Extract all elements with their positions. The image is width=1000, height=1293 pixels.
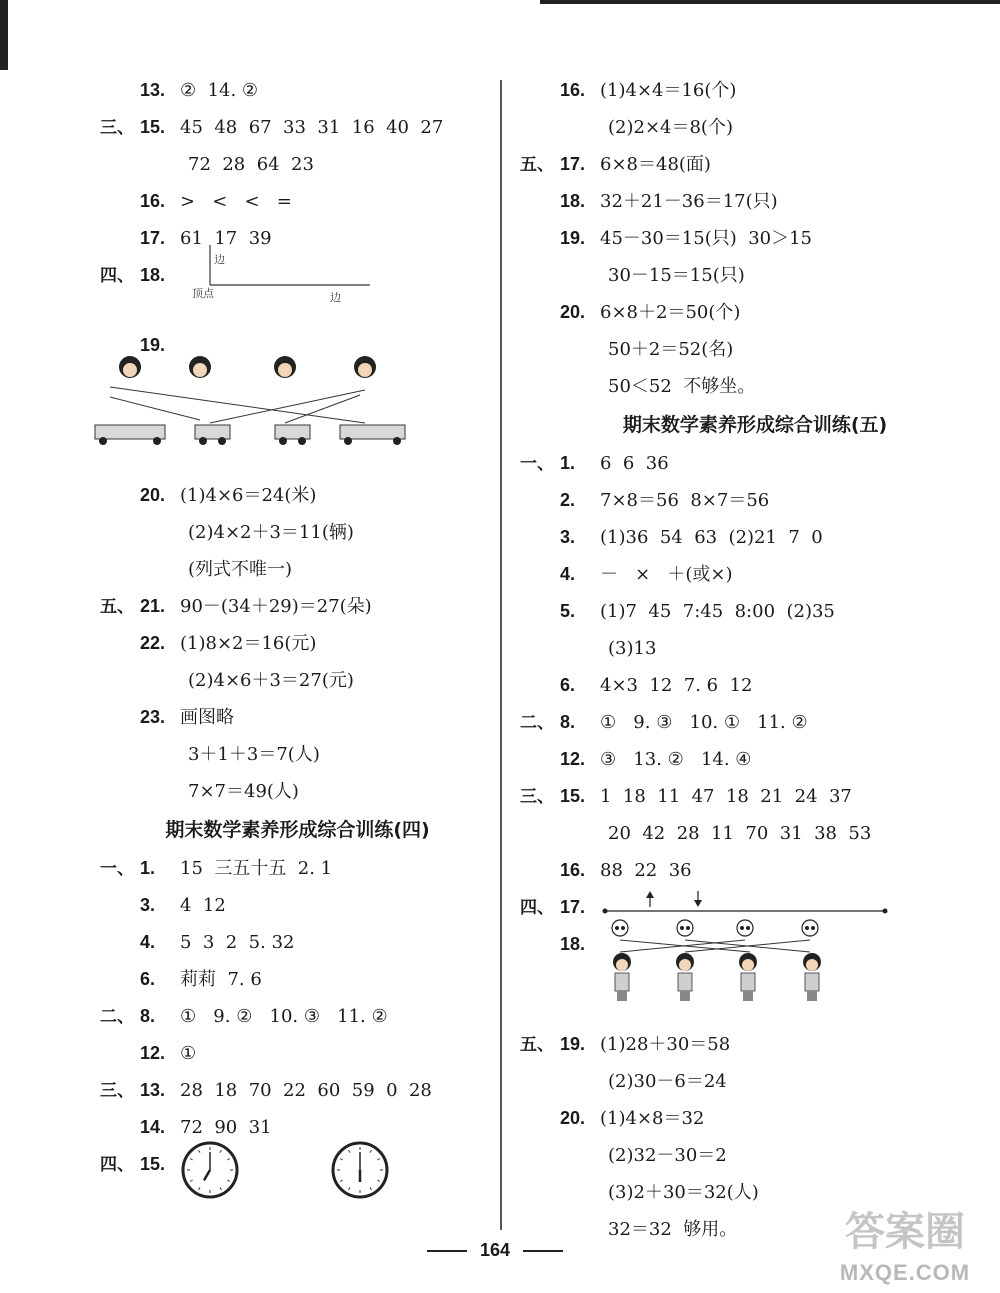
angle-label-edge-bottom: 边 bbox=[330, 291, 341, 304]
question-number: 20. bbox=[560, 1108, 586, 1128]
pandas-matching-figure bbox=[600, 918, 830, 1008]
answer-text: 4 12 bbox=[180, 895, 226, 916]
panda-eye-left-3 bbox=[740, 926, 744, 930]
answer-text: 45－30＝15(只) 30＞15 bbox=[600, 228, 813, 249]
answer-line bbox=[520, 72, 990, 109]
answer-text: 88 22 36 bbox=[600, 860, 692, 881]
question-number: 16. bbox=[560, 860, 586, 880]
left-column bbox=[100, 72, 495, 1206]
answer-line bbox=[520, 146, 990, 183]
angle-label-edge-top: 边 bbox=[214, 253, 225, 266]
answer-text: > < < = bbox=[180, 191, 292, 212]
question-number: 17. bbox=[560, 897, 586, 917]
answer-line bbox=[100, 1146, 495, 1206]
truck-wheel-back-4 bbox=[393, 437, 401, 445]
section-marker: 三、 bbox=[520, 787, 554, 807]
truck-body-4 bbox=[340, 425, 405, 439]
truck-wheel-back-3 bbox=[298, 437, 306, 445]
section-marker: 三、 bbox=[100, 1081, 134, 1101]
page-number-footer bbox=[420, 1240, 570, 1261]
answer-text: (1)4×4＝16(个) bbox=[600, 80, 737, 101]
answer-text: (1)28＋30＝58 bbox=[600, 1034, 731, 1055]
up-arrow-head bbox=[646, 891, 654, 898]
section-marker: 四、 bbox=[100, 266, 134, 286]
section-marker: 二、 bbox=[520, 713, 554, 733]
question-number: 23. bbox=[140, 707, 166, 727]
answer-text: 90－(34＋29)＝27(朵) bbox=[180, 596, 372, 617]
answer-line bbox=[100, 773, 495, 810]
question-number: 17. bbox=[560, 154, 586, 174]
answer-text: 61 17 39 bbox=[180, 228, 272, 249]
answer-line bbox=[520, 630, 990, 667]
question-number: 19. bbox=[140, 335, 166, 355]
answer-line bbox=[100, 109, 495, 146]
answer-text: ① 9. ③ 10. ① 11. ② bbox=[600, 712, 808, 733]
answer-text: (1)36 54 63 (2)21 7 0 bbox=[600, 527, 823, 548]
answer-line bbox=[100, 72, 495, 109]
answer-text: (3)13 bbox=[608, 638, 657, 659]
panda-2 bbox=[677, 920, 693, 936]
answer-text: 72 28 64 23 bbox=[188, 154, 314, 175]
question-number: 8. bbox=[140, 1006, 156, 1026]
answer-line bbox=[100, 1072, 495, 1109]
kid-body-1 bbox=[615, 973, 629, 991]
question-number: 20. bbox=[140, 485, 166, 505]
answer-line bbox=[520, 482, 990, 519]
child-face-3 bbox=[278, 363, 292, 377]
question-number: 16. bbox=[140, 191, 166, 211]
answer-line bbox=[100, 588, 495, 625]
child-face-1 bbox=[123, 363, 137, 377]
question-number: 16. bbox=[560, 80, 586, 100]
number-line-start-dot bbox=[603, 909, 608, 914]
section-marker: 二、 bbox=[100, 1007, 134, 1027]
answer-line bbox=[520, 778, 990, 815]
section-marker: 三、 bbox=[100, 118, 134, 138]
answer-text: 72 90 31 bbox=[180, 1117, 272, 1138]
clocks-figure bbox=[180, 1140, 480, 1200]
answer-line bbox=[520, 1137, 990, 1174]
section-heading: 期末数学素养形成综合训练(四) bbox=[165, 819, 430, 841]
answer-line bbox=[100, 662, 495, 699]
question-number: 12. bbox=[560, 749, 586, 769]
panda-eye-right-2 bbox=[686, 926, 690, 930]
question-number: 13. bbox=[140, 80, 166, 100]
panda-eye-right-4 bbox=[811, 926, 815, 930]
child-face-2 bbox=[193, 363, 207, 377]
answer-line bbox=[520, 1063, 990, 1100]
answer-text: 15 三五十五 2. 1 bbox=[180, 858, 333, 879]
question-number: 19. bbox=[560, 1034, 586, 1054]
question-number: 3. bbox=[140, 895, 156, 915]
answer-text: 32＝32 够用。 bbox=[608, 1219, 738, 1240]
section-marker: 五、 bbox=[520, 155, 554, 175]
answer-line bbox=[520, 741, 990, 778]
answer-text: 3＋1＋3＝7(人) bbox=[188, 744, 320, 765]
answer-text: ① bbox=[180, 1043, 197, 1064]
answer-line bbox=[520, 593, 990, 630]
section-marker: 五、 bbox=[100, 597, 134, 617]
kid-body-2 bbox=[678, 973, 692, 991]
answer-line bbox=[520, 257, 990, 294]
answer-text: 1 18 11 47 18 21 24 37 bbox=[600, 786, 852, 807]
kid-face-2 bbox=[679, 959, 691, 971]
section-marker: 一、 bbox=[100, 859, 134, 879]
answer-text: 32＋21－36＝17(只) bbox=[600, 191, 778, 212]
answer-line bbox=[520, 704, 990, 741]
question-number: 1. bbox=[140, 858, 156, 878]
question-number: 22. bbox=[140, 633, 166, 653]
answer-text: 28 18 70 22 60 59 0 28 bbox=[180, 1080, 432, 1101]
answer-line bbox=[100, 998, 495, 1035]
question-number: 13. bbox=[140, 1080, 166, 1100]
answer-line bbox=[520, 183, 990, 220]
truck-wheel-front-2 bbox=[199, 437, 207, 445]
angle-label-vertex: 顶点 bbox=[192, 287, 214, 300]
question-number: 12. bbox=[140, 1043, 166, 1063]
answer-text: (1)7 45 7:45 8:00 (2)35 bbox=[600, 601, 835, 622]
question-number: 17. bbox=[140, 228, 166, 248]
question-number: 15. bbox=[560, 786, 586, 806]
kid-legs-1 bbox=[617, 991, 627, 1001]
panda-1 bbox=[612, 920, 628, 936]
answer-line bbox=[100, 146, 495, 183]
column-divider bbox=[500, 80, 502, 1230]
kid-face-4 bbox=[806, 959, 818, 971]
answer-text: 6 6 36 bbox=[600, 453, 669, 474]
answer-text: 7×7＝49(人) bbox=[188, 781, 299, 802]
truck-body-2 bbox=[195, 425, 230, 439]
answer-text: 50＜52 不够坐。 bbox=[608, 376, 756, 397]
answer-line bbox=[100, 699, 495, 736]
panda-3 bbox=[737, 920, 753, 936]
answer-text: 6×8＋2＝50(个) bbox=[600, 302, 741, 323]
answer-line bbox=[520, 519, 990, 556]
answer-text: 30－15＝15(只) bbox=[608, 265, 745, 286]
question-number: 3. bbox=[560, 527, 576, 547]
truck-wheel-front-1 bbox=[99, 437, 107, 445]
watermark-site: MXQE.COM bbox=[839, 1260, 971, 1285]
section-marker: 一、 bbox=[520, 454, 554, 474]
kid-body-4 bbox=[805, 973, 819, 991]
question-number: 4. bbox=[560, 564, 576, 584]
kid-body-3 bbox=[741, 973, 755, 991]
panda-eye-left-2 bbox=[680, 926, 684, 930]
panda-4 bbox=[802, 920, 818, 936]
answer-line bbox=[520, 445, 990, 482]
answer-line bbox=[520, 556, 990, 593]
page-edge-mark bbox=[0, 0, 8, 70]
question-number: 1. bbox=[560, 453, 576, 473]
answer-line bbox=[520, 815, 990, 852]
answer-line bbox=[100, 514, 495, 551]
answer-text: 4×3 12 7. 6 12 bbox=[600, 675, 753, 696]
section-marker: 五、 bbox=[520, 1035, 554, 1055]
section-heading: 期末数学素养形成综合训练(五) bbox=[622, 414, 888, 436]
answer-text: (1)4×6＝24(米) bbox=[180, 485, 317, 506]
answer-text: (2)30－6＝24 bbox=[608, 1071, 727, 1092]
question-number: 18. bbox=[560, 191, 586, 211]
answer-text: ② 14. ② bbox=[180, 80, 259, 101]
answer-text: (3)2＋30＝32(人) bbox=[608, 1182, 759, 1203]
answer-text: (1)8×2＝16(元) bbox=[180, 633, 317, 654]
answer-line bbox=[100, 850, 495, 887]
answer-text: ③ 13. ② 14. ④ bbox=[600, 749, 752, 770]
answer-line bbox=[100, 477, 495, 514]
match-line-3 bbox=[210, 390, 365, 423]
answer-text: (2)2×4＝8(个) bbox=[608, 117, 733, 138]
panda-eye-left-4 bbox=[805, 926, 809, 930]
question-number: 6. bbox=[560, 675, 576, 695]
answer-line bbox=[100, 253, 495, 327]
answer-text: 5 3 2 5. 32 bbox=[180, 932, 295, 953]
panda-eye-right-1 bbox=[621, 926, 625, 930]
truck-wheel-back-1 bbox=[153, 437, 161, 445]
answer-text: 7×8＝56 8×7＝56 bbox=[600, 490, 770, 511]
answer-line bbox=[100, 327, 495, 477]
question-number: 14. bbox=[140, 1117, 166, 1137]
question-number: 21. bbox=[140, 596, 166, 616]
truck-wheel-back-2 bbox=[218, 437, 226, 445]
answer-text: 20 42 28 11 70 31 38 53 bbox=[608, 823, 872, 844]
answer-line bbox=[100, 887, 495, 924]
footer-rule-left bbox=[427, 1250, 467, 1252]
match-line-2 bbox=[110, 397, 200, 420]
answer-line bbox=[520, 109, 990, 146]
question-number: 2. bbox=[560, 490, 576, 510]
question-number: 18. bbox=[140, 265, 166, 285]
answer-line bbox=[100, 924, 495, 961]
truck-wheel-front-3 bbox=[279, 437, 287, 445]
question-number: 5. bbox=[560, 601, 576, 621]
answer-text: (列式不唯一) bbox=[188, 559, 293, 580]
answer-line bbox=[520, 1100, 990, 1137]
footer-rule-right bbox=[523, 1250, 563, 1252]
child-face-4 bbox=[358, 363, 372, 377]
watermark bbox=[820, 1200, 990, 1290]
right-column bbox=[520, 72, 990, 1248]
answer-line bbox=[100, 1035, 495, 1072]
watermark-logo: 答案圈 bbox=[845, 1209, 965, 1255]
answer-text: ① 9. ② 10. ③ 11. ② bbox=[180, 1006, 388, 1027]
answer-line bbox=[520, 331, 990, 368]
answer-line bbox=[520, 220, 990, 257]
answer-text: (2)32－30＝2 bbox=[608, 1145, 727, 1166]
question-number: 15. bbox=[140, 1154, 166, 1174]
kid-legs-3 bbox=[743, 991, 753, 1001]
question-number: 15. bbox=[140, 117, 166, 137]
answer-line bbox=[520, 1026, 990, 1063]
down-arrow-head bbox=[694, 900, 702, 907]
kid-legs-4 bbox=[807, 991, 817, 1001]
kid-face-1 bbox=[616, 959, 628, 971]
question-number: 19. bbox=[560, 228, 586, 248]
answer-text: (1)4×8＝32 bbox=[600, 1108, 705, 1129]
answer-line bbox=[100, 625, 495, 662]
answer-line bbox=[100, 961, 495, 998]
answer-line bbox=[520, 294, 990, 331]
number-line-end-dot bbox=[883, 909, 888, 914]
question-number: 18. bbox=[560, 934, 586, 954]
answer-text: － × ＋(或×) bbox=[600, 564, 733, 585]
answer-text: (2)4×2＋3＝11(辆) bbox=[188, 522, 354, 543]
truck-body-3 bbox=[275, 425, 310, 439]
answer-line bbox=[100, 551, 495, 588]
answer-text: 画图略 bbox=[180, 707, 234, 728]
section-marker: 四、 bbox=[520, 898, 554, 918]
answer-line bbox=[520, 667, 990, 704]
answer-text: 6×8＝48(面) bbox=[600, 154, 711, 175]
question-number: 4. bbox=[140, 932, 156, 952]
page-top-rule bbox=[540, 0, 1000, 4]
panda-eye-right-3 bbox=[746, 926, 750, 930]
truck-body-1 bbox=[95, 425, 165, 439]
answer-line bbox=[520, 926, 990, 1026]
kid-face-3 bbox=[742, 959, 754, 971]
answer-text: 50＋2＝52(名) bbox=[608, 339, 734, 360]
answer-text: 莉莉 7. 6 bbox=[180, 969, 262, 990]
truck-wheel-front-4 bbox=[344, 437, 352, 445]
kid-legs-2 bbox=[680, 991, 690, 1001]
section-marker: 四、 bbox=[100, 1155, 134, 1175]
question-number: 20. bbox=[560, 302, 586, 322]
page-number: 164 bbox=[479, 1240, 511, 1260]
panda-eye-left-1 bbox=[615, 926, 619, 930]
answer-line bbox=[520, 368, 990, 405]
matching-figure bbox=[50, 355, 410, 450]
answer-line bbox=[520, 852, 990, 889]
question-number: 6. bbox=[140, 969, 156, 989]
angle-figure bbox=[190, 245, 390, 305]
question-number: 8. bbox=[560, 712, 576, 732]
answer-line bbox=[100, 736, 495, 773]
answer-text: 45 48 67 33 31 16 40 27 bbox=[180, 117, 444, 138]
answer-line bbox=[100, 183, 495, 220]
answer-text: (2)4×6＋3＝27(元) bbox=[188, 670, 354, 691]
